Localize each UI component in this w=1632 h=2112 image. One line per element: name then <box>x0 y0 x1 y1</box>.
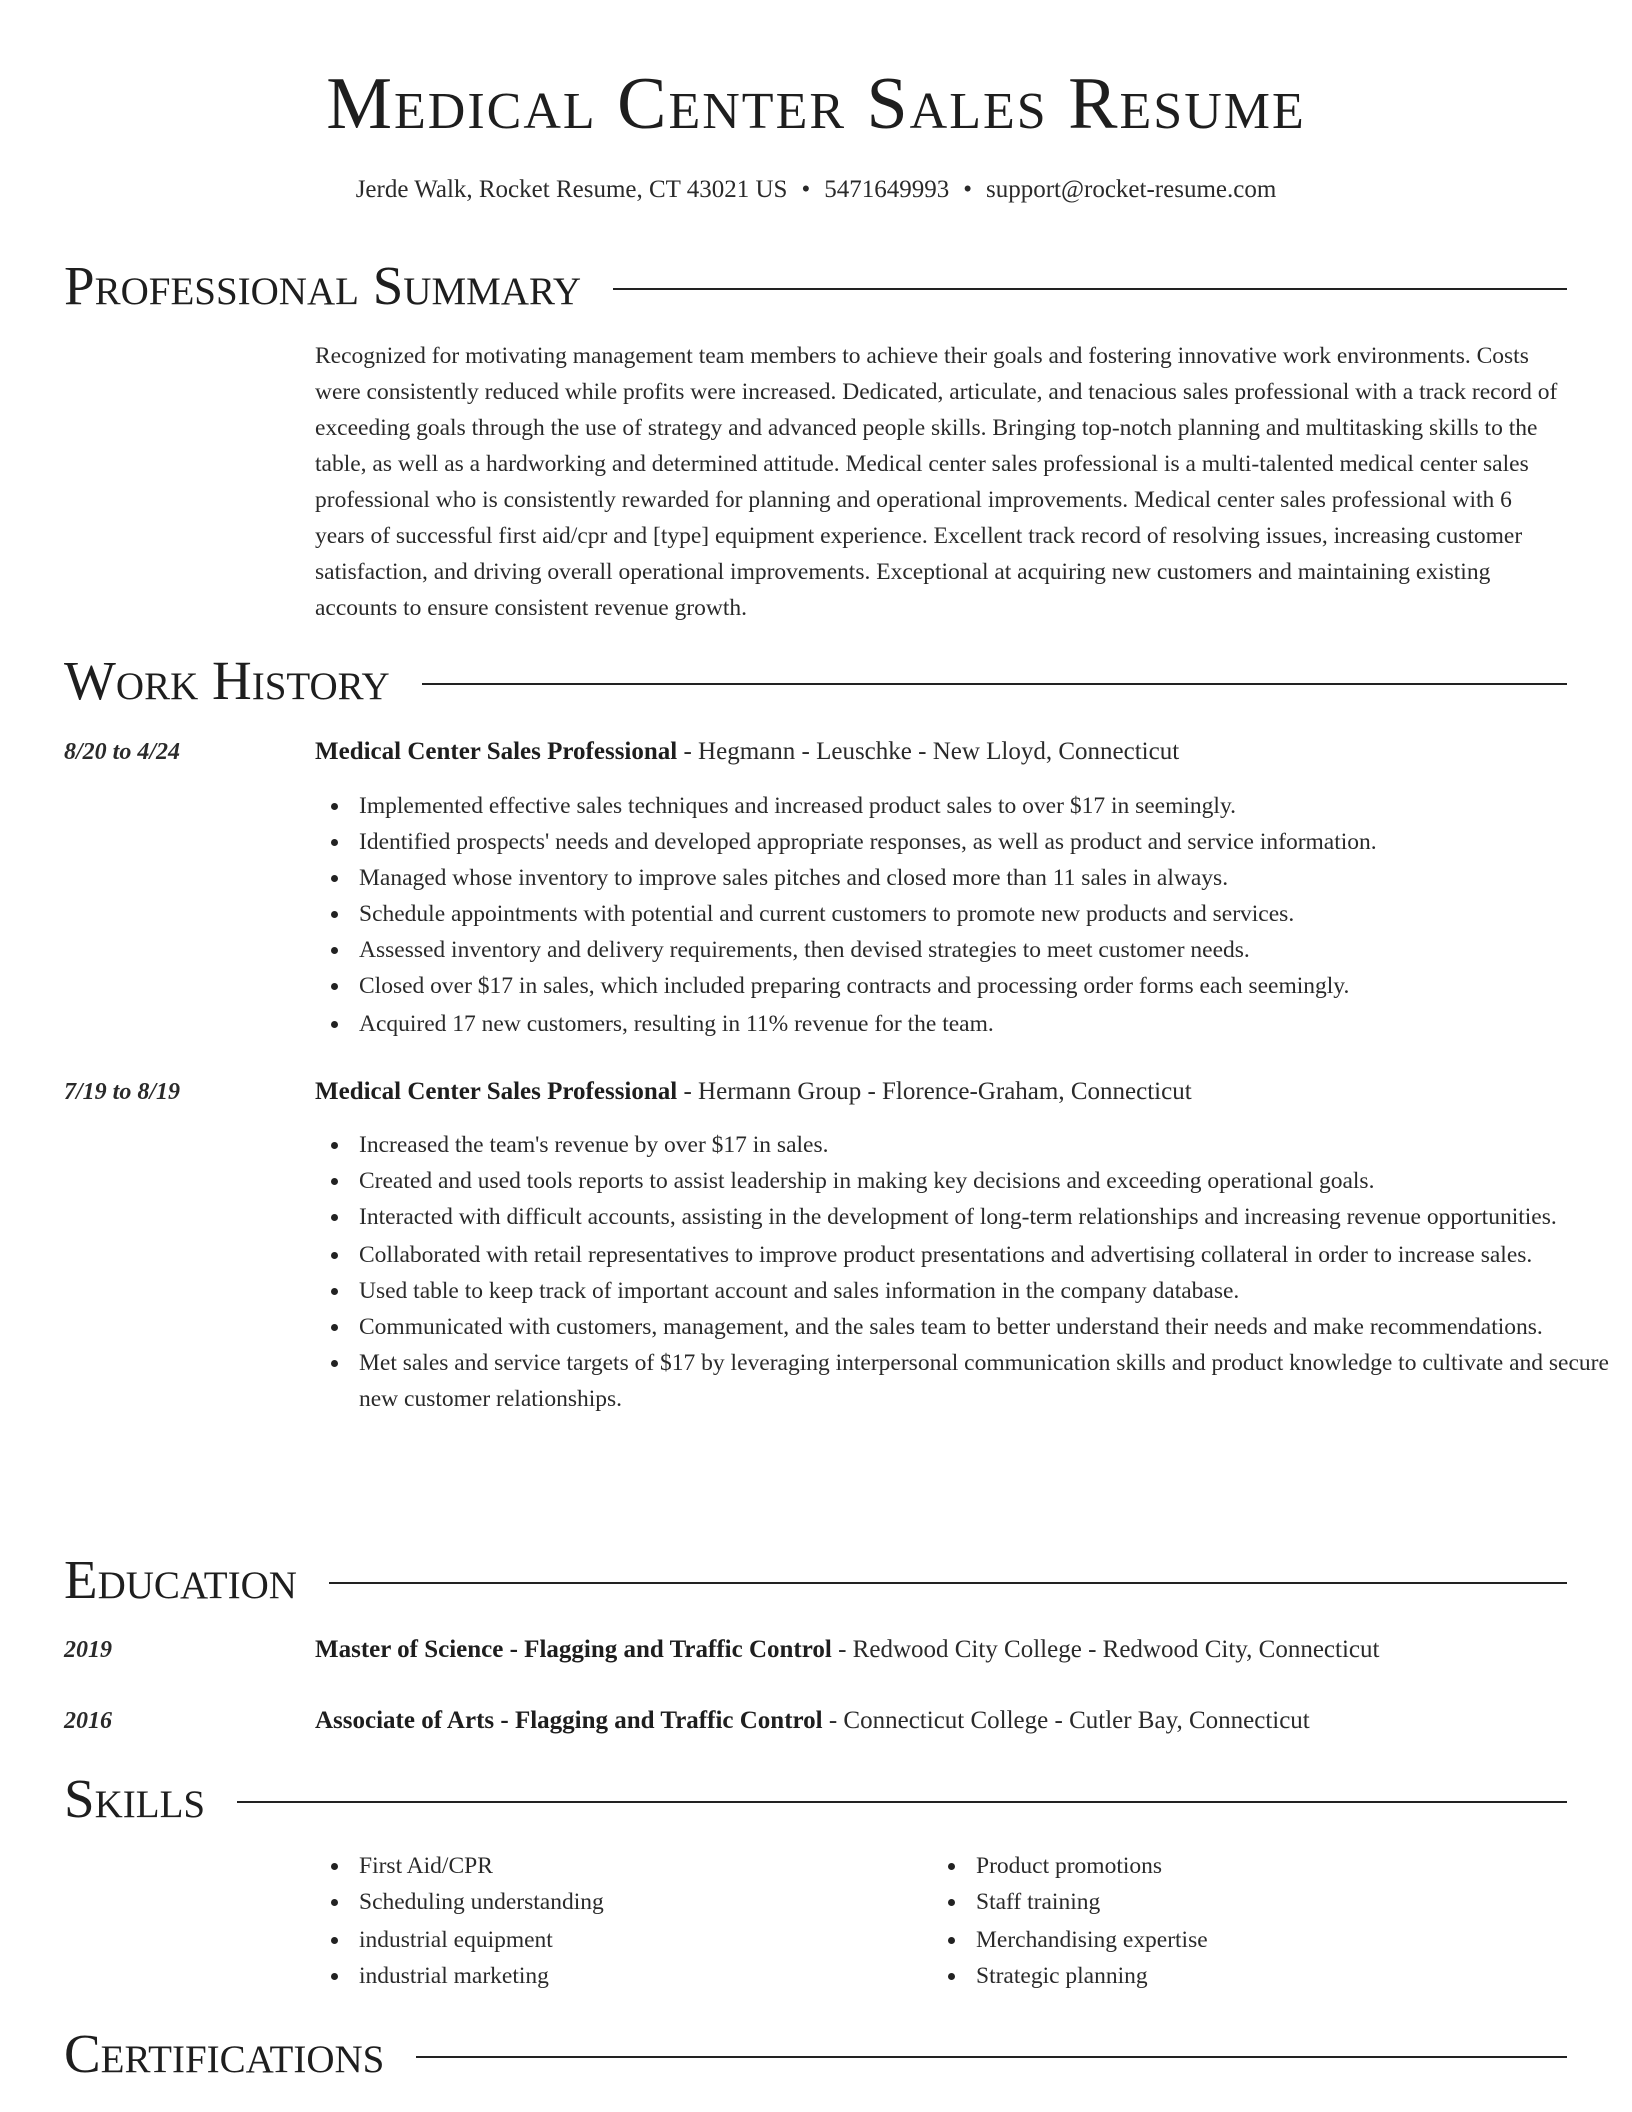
section-header-summary <box>64 254 1567 318</box>
list-item: Acquired 17 new customers, resulting in 11% revenue for the team. <box>359 1006 1609 1042</box>
skill-item: First Aid/CPR <box>359 1848 919 1884</box>
list-item: Closed over $17 in sales, which included preparing contracts and processing order forms each seemingly. <box>359 968 1609 1004</box>
skill-item: Merchandising expertise <box>976 1922 1576 1958</box>
skill-item: industrial marketing <box>359 1958 919 1994</box>
job-bullets <box>315 1127 1609 1417</box>
list-item: Met sales and service targets of $17 by leveraging interpersonal communication skills and product knowledge to cultivate and secure new customer relationships. <box>359 1345 1609 1417</box>
job-title: Medical Center Sales Professional <box>315 1078 678 1105</box>
list-item: Increased the team's revenue by over $17 in sales. <box>359 1127 1609 1163</box>
contact-phone: 5471649993 <box>824 176 950 203</box>
skills-list-left <box>315 1848 919 1994</box>
contact-email: support@rocket-resume.com <box>985 176 1277 203</box>
summary-text: Recognized for motivating management team members to achieve their goals and fostering innovative work environments. Costs were consistently reduced while profits were increased. Dedicated, articulate, and tenacious sales professional with a track record of exceeding goals through the use of strategy and advanced people skills. Bringing top-notch planning and multitasking skills to the table, as well as a hardworking and determined attitude. Medical center sales professional is a multi-talented medical center sales professional who is consistently rewarded for planning and operational improvements. Medical center sales professional with 6 years of successful first aid/cpr and [type] equipment experience. Excellent track record of resolving issues, increasing customer satisfaction, and driving overall operational improvements. Exceptional at acquiring new customers and maintaining existing accounts to ensure consistent revenue growth. <box>315 343 1558 621</box>
section-header-work-history <box>64 649 1567 713</box>
section-title: Education <box>64 1549 297 1610</box>
section-title: Professional Summary <box>64 255 582 316</box>
job-bullets <box>315 788 1609 1042</box>
job-title-line <box>315 736 1575 768</box>
resume-title: Medical Center Sales Resume <box>326 63 1306 145</box>
skill-item: Product promotions <box>976 1848 1576 1884</box>
job-employer: - Hermann Group - Florence-Graham, Connecticut <box>677 1078 1192 1105</box>
education-school: - Redwood City College - Redwood City, Connecticut <box>831 1636 1380 1663</box>
list-item: Assessed inventory and delivery requirements, then devised strategies to meet customer needs. <box>359 932 1609 968</box>
job-employer: - Hegmann - Leuschke - New Lloyd, Connecticut <box>677 738 1180 765</box>
education-year: 2016 <box>64 1708 112 1734</box>
section-header-certifications <box>64 2022 1567 2086</box>
section-divider <box>613 288 1567 290</box>
list-item: Interacted with difficult accounts, assisting in the development of long-term relationships and increasing revenue opportunities. <box>359 1199 1609 1235</box>
job-title-line <box>315 1076 1575 1108</box>
skill-item: Staff training <box>976 1884 1576 1920</box>
education-year: 2019 <box>64 1637 112 1663</box>
skill-item: Scheduling understanding <box>359 1884 919 1920</box>
list-item: Identified prospects' needs and developed appropriate responses, as well as product and service information. <box>359 824 1609 860</box>
section-divider <box>422 683 1567 685</box>
contact-separator: • <box>963 176 972 203</box>
job-dates: 7/19 to 8/19 <box>64 1079 181 1105</box>
list-item: Created and used tools reports to assist leadership in making key decisions and exceeding operational goals. <box>359 1163 1609 1199</box>
education-line <box>315 1705 1575 1737</box>
job-title: Medical Center Sales Professional <box>315 738 678 765</box>
section-divider <box>237 1801 1567 1803</box>
section-divider <box>416 2056 1567 2058</box>
skill-item: Strategic planning <box>976 1958 1576 1994</box>
job-dates: 8/20 to 4/24 <box>64 739 181 765</box>
section-title: Skills <box>64 1768 206 1829</box>
list-item: Used table to keep track of important account and sales information in the company database. <box>359 1273 1609 1309</box>
education-school: - Connecticut College - Cutler Bay, Connecticut <box>822 1707 1310 1734</box>
education-degree: Master of Science - Flagging and Traffic Control <box>315 1636 832 1663</box>
education-degree: Associate of Arts - Flagging and Traffic Control <box>315 1707 823 1734</box>
section-header-skills <box>64 1767 1567 1831</box>
section-title: Work History <box>64 650 390 711</box>
list-item: Schedule appointments with potential and current customers to promote new products and services. <box>359 896 1609 932</box>
section-title: Certifications <box>64 2023 385 2084</box>
section-header-education <box>64 1548 1567 1612</box>
skills-list-right <box>932 1848 1576 1994</box>
contact-address: Jerde Walk, Rocket Resume, CT 43021 US <box>355 176 788 203</box>
list-item: Implemented effective sales techniques and increased product sales to over $17 in seemingly. <box>359 788 1609 824</box>
list-item: Collaborated with retail representatives to improve product presentations and advertising collateral in order to increase sales. <box>359 1237 1609 1273</box>
list-item: Managed whose inventory to improve sales pitches and closed more than 11 sales in always. <box>359 860 1609 896</box>
list-item: Communicated with customers, management, and the sales team to better understand their needs and make recommendations. <box>359 1309 1609 1345</box>
contact-line <box>0 174 1632 206</box>
education-line <box>315 1634 1575 1666</box>
skill-item: industrial equipment <box>359 1922 919 1958</box>
contact-separator: • <box>801 176 811 203</box>
section-divider <box>329 1582 1567 1584</box>
